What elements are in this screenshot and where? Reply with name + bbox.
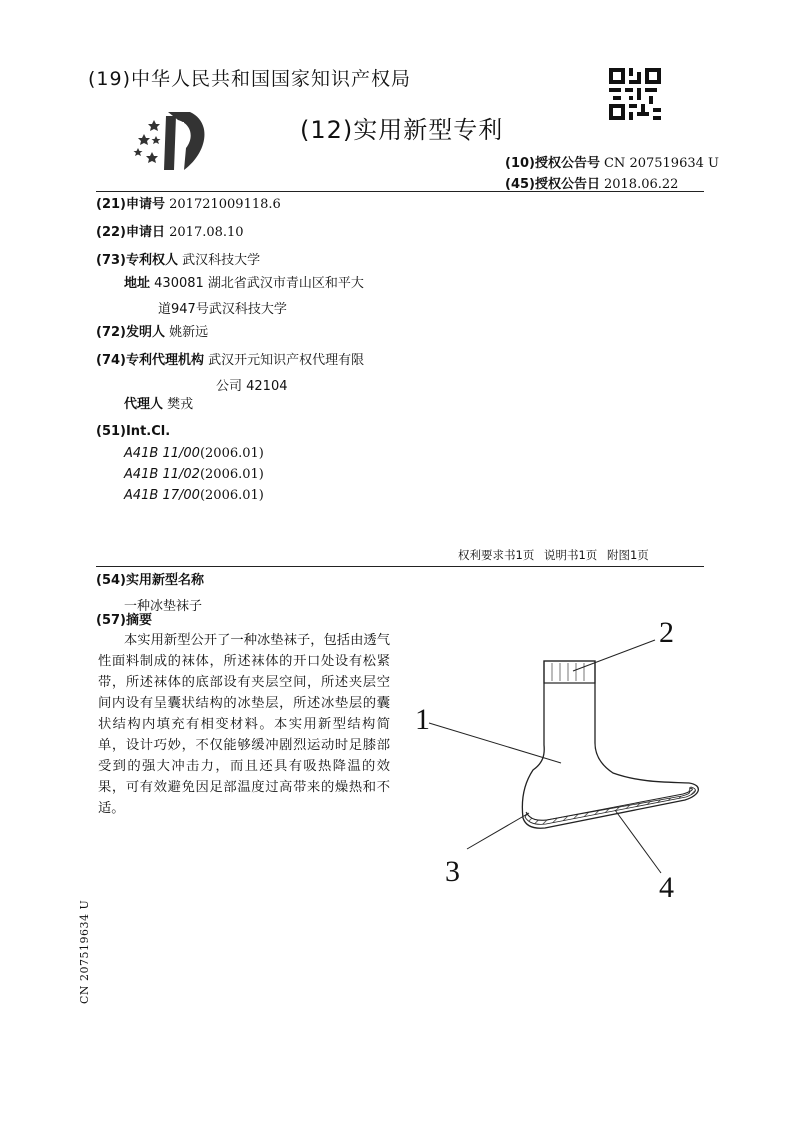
header-divider	[96, 191, 704, 192]
filing-date-label: (22)申请日	[96, 225, 165, 240]
utility-model-title: 一种冰垫袜子	[124, 599, 203, 614]
agent-label: 代理人	[124, 397, 164, 412]
inventor: 姚新远	[169, 325, 209, 340]
publication-number: CN 207519634 U	[603, 156, 719, 171]
address-line-1: 430081 湖北省武汉市青山区和平大	[154, 276, 364, 291]
filing-date-row	[96, 226, 244, 240]
agent: 樊戎	[167, 397, 194, 412]
patent-type-title: (12)实用新型专利	[300, 116, 504, 144]
agent-row	[124, 398, 193, 412]
ipc-code: A41B 17/00	[124, 488, 200, 503]
leader-line-4	[615, 810, 661, 873]
ipc-code: A41B 11/00	[124, 446, 200, 461]
ipc-version: (2006.01)	[199, 446, 264, 461]
ipc-code: A41B 11/02	[124, 467, 200, 482]
agency-row	[96, 354, 364, 368]
address-row	[124, 277, 364, 291]
ipc-entry	[124, 446, 264, 461]
leader-line-1	[429, 723, 561, 763]
inventor-label: (72)发明人	[96, 325, 165, 340]
intcl-row	[96, 425, 170, 439]
qr-code-icon	[609, 68, 661, 120]
leader-line-3	[467, 813, 529, 849]
figure-label-4: 4	[659, 871, 674, 904]
side-publication-number: CN 207519634 U	[78, 899, 91, 1004]
filing-date: 2017.08.10	[169, 225, 244, 240]
elastic-band-stripes	[552, 663, 584, 681]
ipc-version: (2006.01)	[199, 467, 264, 482]
title-label: (54)实用新型名称	[96, 573, 204, 588]
abstract-label: (57)摘要	[96, 613, 152, 628]
agency-label: (74)专利代理机构	[96, 353, 204, 368]
pages-info: 权利要求书1页 说明书1页 附图1页	[458, 548, 649, 562]
figure-label-1: 1	[415, 703, 430, 736]
agency-line-1: 武汉开元知识产权代理有限	[208, 353, 365, 368]
publication-number-label: (10)授权公告号	[505, 156, 600, 171]
pages-divider	[96, 566, 704, 567]
office-name: (19)中华人民共和国国家知识产权局	[88, 68, 412, 90]
application-number: 201721009118.6	[169, 197, 281, 212]
address-label: 地址	[124, 276, 151, 291]
leader-line-2	[573, 640, 655, 671]
ipc-entry	[124, 488, 264, 503]
patentee: 武汉科技大学	[182, 253, 261, 268]
sock-body-outline	[522, 661, 698, 828]
sock-figure	[405, 605, 725, 905]
ipc-entry	[124, 467, 264, 482]
patentee-row	[96, 254, 260, 268]
publication-date-row	[505, 173, 678, 192]
publication-date: 2018.06.22	[603, 177, 679, 192]
application-number-row	[96, 198, 281, 212]
figure-label-3: 3	[445, 855, 460, 888]
publication-date-label: (45)授权公告日	[505, 177, 600, 192]
agency-line-2: 公司 42104	[216, 379, 288, 394]
patentee-label: (73)专利权人	[96, 253, 178, 268]
abstract-text: 本实用新型公开了一种冰垫袜子，包括由透气性面料制成的袜体，所述袜体的开口处设有松紧带，所述袜体的底部设有夹层空间，所述夹层空间内设有呈囊状结构的冰垫层，所述冰垫层的囊状结构内填充有相变材料。本实用新型结构简单，设计巧妙，不仅能够缓冲剧烈运动时足膝部受到的强大冲击力，而且还具有吸热降温的效果，可有效避免因足部温度过高带来的燥热和不适。	[98, 633, 390, 816]
inventor-row	[96, 326, 208, 340]
figure-label-2: 2	[659, 616, 674, 649]
application-number-label: (21)申请号	[96, 197, 165, 212]
address-line-2: 道947号武汉科技大学	[158, 302, 287, 317]
cnipa-logo-icon	[128, 108, 212, 174]
publication-number-row	[505, 152, 719, 171]
intcl-label: (51)Int.Cl.	[96, 424, 171, 439]
ice-pad-layer	[525, 787, 695, 824]
ipc-version: (2006.01)	[199, 488, 264, 503]
